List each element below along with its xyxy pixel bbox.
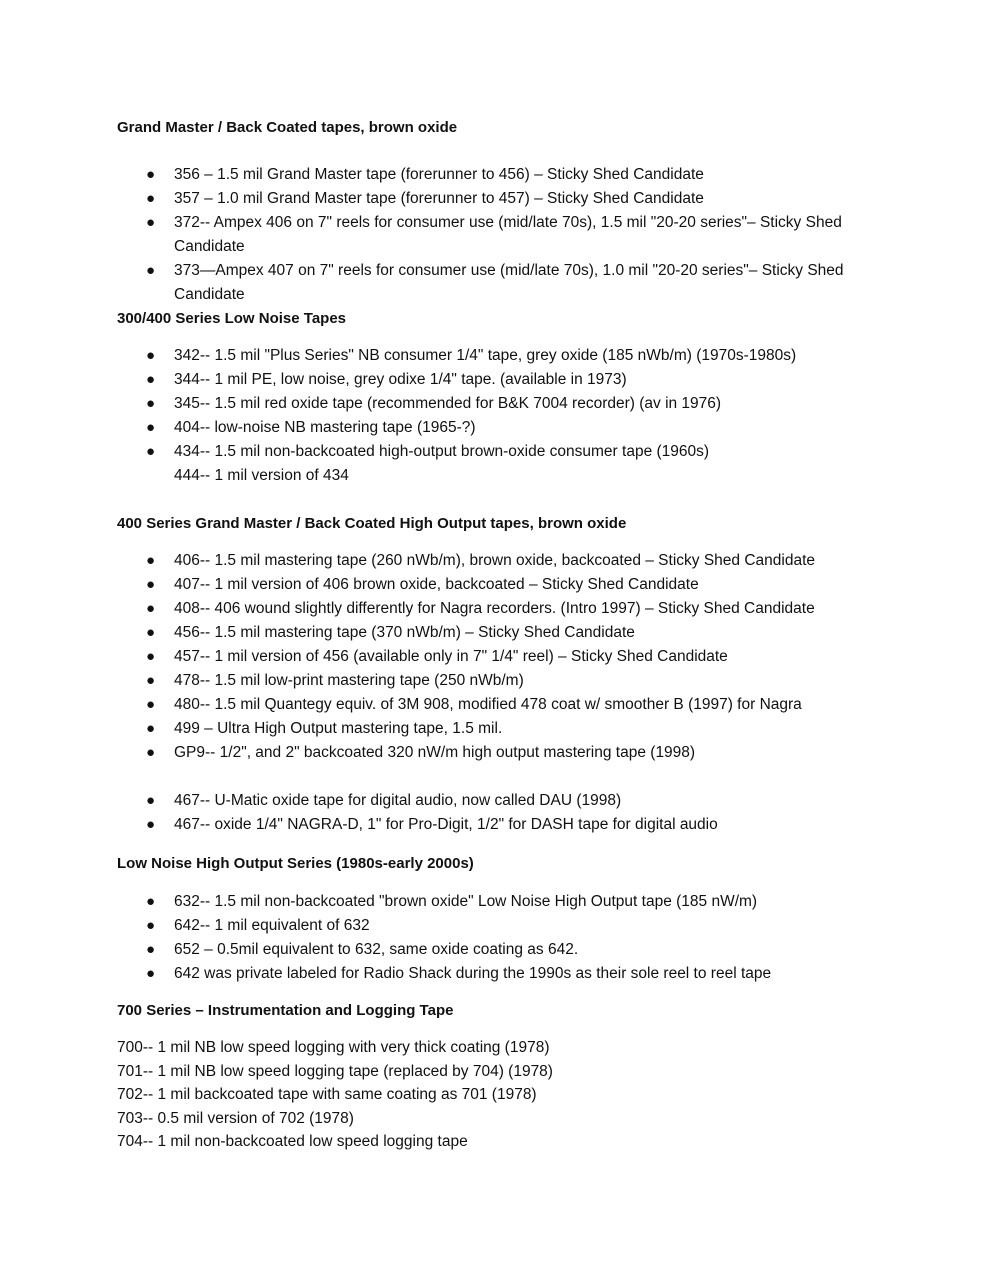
bullet-list [117, 890, 877, 986]
plain-list [117, 1036, 553, 1154]
list-item: ● 408-- 406 wound slightly differently for Nagra recorders. (Intro 1997) – Sticky Shed Candidate [117, 597, 877, 621]
list-item: ● 404-- low-noise NB mastering tape (1965-?) [117, 416, 877, 440]
list-item: ● 357 – 1.0 mil Grand Master tape (forerunner to 457) – Sticky Shed Candidate [117, 187, 877, 211]
list-item: ● 467-- oxide 1/4" NAGRA-D, 1" for Pro-Digit, 1/2" for DASH tape for digital audio [117, 813, 877, 837]
section-heading: 700 Series – Instrumentation and Logging Tape [117, 1002, 454, 1019]
section-heading: Grand Master / Back Coated tapes, brown oxide [117, 119, 458, 136]
bullet-icon: ● [146, 893, 156, 910]
list-item: ● 467-- U-Matic oxide tape for digital audio, now called DAU (1998) [117, 789, 877, 813]
bullet-icon: ● [146, 792, 156, 809]
bullet-icon: ● [146, 648, 156, 665]
bullet-icon: ● [146, 720, 156, 737]
list-item: 703-- 0.5 mil version of 702 (1978) [117, 1109, 354, 1127]
bullet-icon: ● [146, 552, 156, 569]
bullet-icon: ● [146, 941, 156, 958]
list-item: ● 478-- 1.5 mil low-print mastering tape (250 nWb/m) [117, 669, 877, 693]
bullet-icon: ● [146, 672, 156, 689]
list-item: ● 457-- 1 mil version of 456 (available only in 7" 1/4" reel) – Sticky Shed Candidate [117, 645, 877, 669]
list-item: ● 456-- 1.5 mil mastering tape (370 nWb/m) – Sticky Shed Candidate [117, 621, 877, 645]
list-item: ● 342-- 1.5 mil "Plus Series" NB consumer 1/4" tape, grey oxide (185 nWb/m) (1970s-1980s) [117, 344, 877, 368]
bullet-list [117, 344, 877, 488]
bullet-icon: ● [146, 347, 156, 364]
bullet-icon: ● [146, 443, 156, 460]
bullet-icon: ● [146, 166, 156, 183]
bullet-icon: ● [146, 600, 156, 617]
bullet-icon: ● [146, 965, 156, 982]
list-item: ● 345-- 1.5 mil red oxide tape (recommended for B&K 7004 recorder) (av in 1976) [117, 392, 877, 416]
list-item: ● 372-- Ampex 406 on 7" reels for consumer use (mid/late 70s), 1.5 mil "20-20 series"– Sticky Shed Candidate [117, 211, 854, 259]
list-item: ● 652 – 0.5mil equivalent to 632, same oxide coating as 642. [117, 938, 877, 962]
list-item: ● 499 – Ultra High Output mastering tape, 1.5 mil. [117, 717, 877, 741]
bullet-icon: ● [146, 917, 156, 934]
bullet-list [117, 549, 877, 837]
list-item: ● 642 was private labeled for Radio Shack during the 1990s as their sole reel to reel tape [117, 962, 877, 986]
section-heading: 400 Series Grand Master / Back Coated High Output tapes, brown oxide [117, 515, 627, 532]
list-item: ● 356 – 1.5 mil Grand Master tape (forerunner to 456) – Sticky Shed Candidate [117, 163, 877, 187]
list-item: ● 632-- 1.5 mil non-backcoated "brown oxide" Low Noise High Output tape (185 nW/m) [117, 890, 877, 914]
bullet-icon: ● [146, 419, 156, 436]
list-item: ● 407-- 1 mil version of 406 brown oxide, backcoated – Sticky Shed Candidate [117, 573, 877, 597]
section-heading: 300/400 Series Low Noise Tapes [117, 310, 347, 327]
bullet-icon: ● [146, 190, 156, 207]
section-heading: Low Noise High Output Series (1980s-early 2000s) [117, 855, 474, 872]
bullet-icon: ● [146, 624, 156, 641]
list-item: ● 480-- 1.5 mil Quantegy equiv. of 3M 908, modified 478 coat w/ smoother B (1997) for Nagra [117, 693, 877, 717]
list-item: 702-- 1 mil backcoated tape with same coating as 701 (1978) [117, 1086, 537, 1103]
list-item: 700-- 1 mil NB low speed logging with very thick coating (1978) [117, 1039, 550, 1056]
bullet-icon: ● [146, 696, 156, 713]
bullet-icon: ● [146, 744, 156, 761]
list-item: 704-- 1 mil non-backcoated low speed logging tape [117, 1133, 468, 1150]
list-item: ● 373—Ampex 407 on 7" reels for consumer use (mid/late 70s), 1.0 mil "20-20 series"– Sticky Shed Candidate [117, 259, 854, 307]
bullet-icon: ● [146, 371, 156, 388]
list-item: ● 434-- 1.5 mil non-backcoated high-output brown-oxide consumer tape (1960s) [117, 440, 877, 464]
list-item: ● 344-- 1 mil PE, low noise, grey odixe 1/4" tape. (available in 1973) [117, 368, 877, 392]
list-item: ● 642-- 1 mil equivalent of 632 [117, 914, 877, 938]
bullet-list [117, 163, 877, 307]
list-item: ● 406-- 1.5 mil mastering tape (260 nWb/m), brown oxide, backcoated – Sticky Shed Candidate [117, 549, 877, 573]
list-item: 701-- 1 mil NB low speed logging tape (replaced by 704) (1978) [117, 1062, 553, 1080]
bullet-icon: ● [146, 214, 156, 231]
list-item: 444-- 1 mil version of 434 [174, 467, 349, 484]
bullet-icon: ● [146, 576, 156, 593]
bullet-icon: ● [146, 262, 156, 279]
bullet-icon: ● [146, 395, 156, 412]
list-item: ● GP9-- 1/2", and 2" backcoated 320 nW/m high output mastering tape (1998) [117, 741, 877, 765]
bullet-icon: ● [146, 816, 156, 833]
